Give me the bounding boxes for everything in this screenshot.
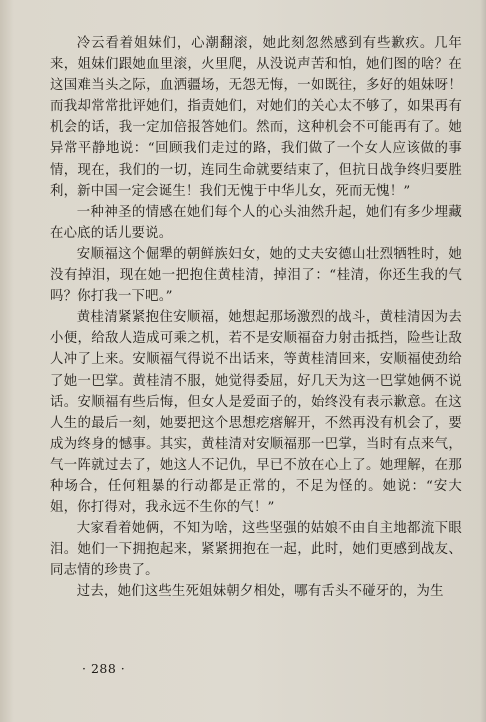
- page-number: · 288 ·: [82, 661, 126, 676]
- paragraph-5: 大家看着她俩，不知为啥，这些坚强的姑娘不由自主地都流下眼泪。她们一下拥抱起来，紧紧拥抱在一起，此时，她们更感到战友、同志情的珍贵了。: [50, 521, 462, 579]
- paragraph-2: 一种神圣的情感在她们每个人的心头油然升起，她们有多少埋藏在心底的话儿要说。: [50, 204, 462, 241]
- paragraph-1: 冷云看着姐妹们，心潮翻滚，她此刻忽然感到有些歉疚。几年来，姐妹们跟她血里滚，火里爬，从没说声苦和怕，她们图的啥？在这国难当头之际，血洒疆场，无怨无悔，一如既往，多好的姐妹呀！而我却常常批评她们，指责她们，对她们的关心太不够了，如果再有机会的话，我一定加倍报答她们。然而，这种机会不可能再有了。她异常平静地说：“回顾我们走过的路，我们做了一个女人应该做的事情，现在，我们的一切，连同生命就要结束了，但抗日战争终归要胜利，新中国一定会诞生！我们无愧于中华儿女，死而无愧！”: [50, 36, 462, 199]
- paragraph-6: 过去，她们这些生死姐妹朝夕相处，哪有舌头不碰牙的，为生: [76, 584, 444, 600]
- paragraph-3: 安顺福这个倔犟的朝鲜族妇女，她的丈夫安德山壮烈牺牲时，她没有掉泪，现在她一把抱住黄桂清，掉泪了：“桂清，你还生我的气吗？你打我一下吧。”: [50, 246, 462, 305]
- paragraph-4: 黄桂清紧紧抱住安顺福，她想起那场激烈的战斗，黄桂清因为去小便，给敌人造成可乘之机，若不是安顺福奋力射击抵挡，险些让敌人冲了上来。安顺福气得说不出话来，等黄桂清回来，安顺福使劲给了她一巴掌。黄桂清不服，她觉得委屈，好几天为这一巴掌她俩不说话。安顺福有些后悔，但女人是爱面子的，始终没有表示歉意。在这人生的最后一刻，她要把这个思想疙瘩解开，不然再没有机会了，要成为终身的憾事。其实，黄桂清对安顺福那一巴掌，当时有点来气，气一阵就过去了，她这人不记仇，早已不放在心上了。她理解，在那种场合，任何粗暴的行动都是正常的，不足为怪的。她说：“安大姐，你打得对，我永远不生你的气！”: [50, 310, 462, 516]
